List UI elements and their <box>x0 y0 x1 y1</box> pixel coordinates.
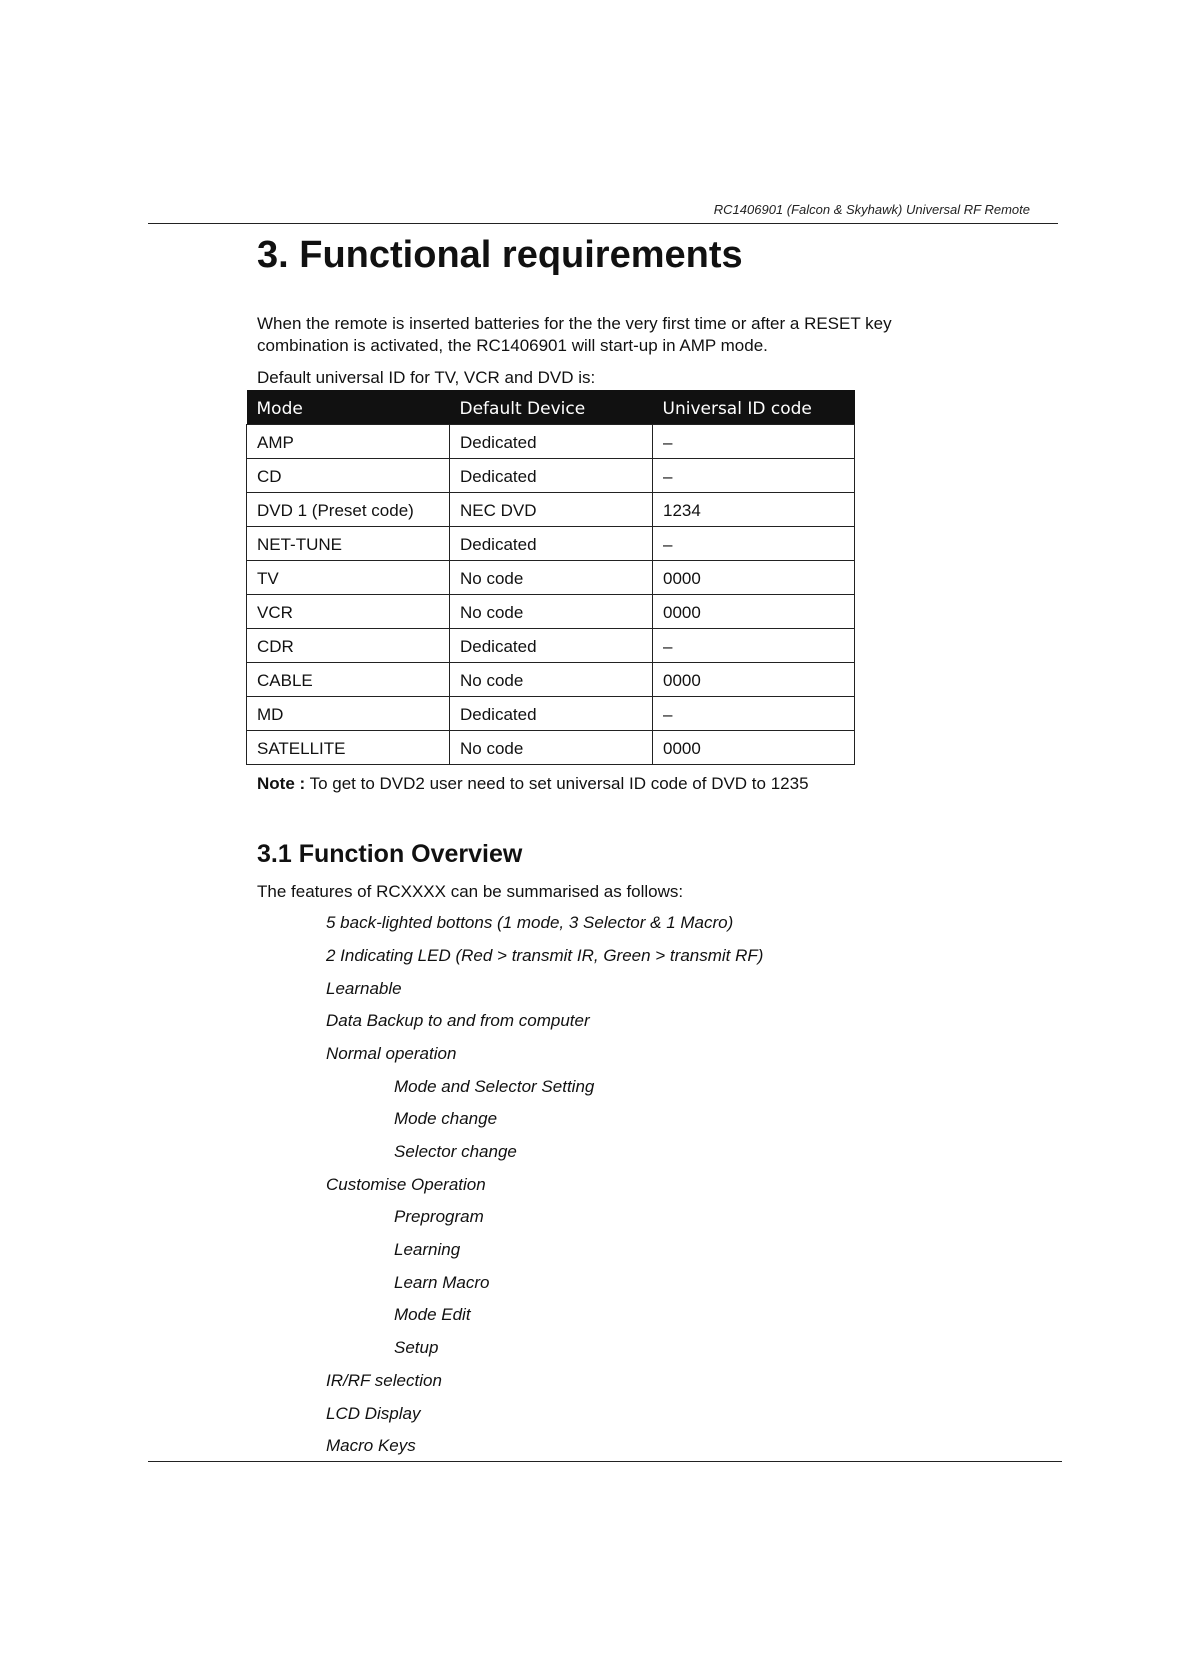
list-item: Mode Edit <box>394 1305 471 1324</box>
list-item: Mode change <box>394 1109 498 1128</box>
cell-device: Dedicated <box>450 526 653 560</box>
list-item: Mode and Selector Setting <box>394 1077 595 1096</box>
cell-mode: VCR <box>247 594 450 628</box>
cell-id-code: 0000 <box>653 594 855 628</box>
cell-id-code: – <box>653 424 855 458</box>
cell-id-code: – <box>653 458 855 492</box>
cell-mode: DVD 1 (Preset code) <box>247 492 450 526</box>
header-rule <box>148 223 1058 224</box>
list-item: Customise Operation <box>326 1175 486 1194</box>
cell-id-code: 1234 <box>653 492 855 526</box>
list-item: Preprogram <box>394 1207 484 1226</box>
cell-device: No code <box>450 730 653 764</box>
cell-device: No code <box>450 662 653 696</box>
list-item: Learning <box>394 1240 461 1259</box>
table-note <box>257 773 809 795</box>
intro-paragraph: When the remote is inserted batteries for the the very first time or after a RESET key combination is activated, the RC1406901 will start-up in AMP mode. <box>257 314 892 355</box>
table-row <box>247 730 855 764</box>
table-row <box>247 628 855 662</box>
list-item: IR/RF selection <box>326 1371 442 1390</box>
list-item: Learn Macro <box>394 1273 490 1292</box>
cell-id-code: – <box>653 628 855 662</box>
cell-device: NEC DVD <box>450 492 653 526</box>
footer-rule <box>148 1461 1062 1462</box>
table-row <box>247 662 855 696</box>
list-item: Macro Keys <box>326 1436 416 1455</box>
column-header-universal-id: Universal ID code <box>653 390 855 424</box>
cell-device: Dedicated <box>450 628 653 662</box>
universal-id-table <box>246 390 855 765</box>
list-item: Data Backup to and from computer <box>326 1011 590 1030</box>
cell-id-code: – <box>653 696 855 730</box>
cell-device: Dedicated <box>450 424 653 458</box>
column-header-mode: Mode <box>247 390 450 424</box>
list-item: LCD Display <box>326 1404 421 1423</box>
table-row <box>247 560 855 594</box>
cell-device: Dedicated <box>450 696 653 730</box>
list-item: Learnable <box>326 979 402 998</box>
table-row <box>247 424 855 458</box>
cell-mode: NET-TUNE <box>247 526 450 560</box>
table-row <box>247 594 855 628</box>
table-row <box>247 696 855 730</box>
cell-mode: SATELLITE <box>247 730 450 764</box>
column-header-default-device: Default Device <box>450 390 653 424</box>
cell-mode: CD <box>247 458 450 492</box>
table-caption: Default universal ID for TV, VCR and DVD is: <box>257 368 596 387</box>
cell-id-code: 0000 <box>653 560 855 594</box>
cell-mode: AMP <box>247 424 450 458</box>
features-intro: The features of RCXXXX can be summarised as follows: <box>257 882 684 901</box>
cell-device: No code <box>450 594 653 628</box>
list-item: Normal operation <box>326 1044 457 1063</box>
cell-id-code: 0000 <box>653 730 855 764</box>
cell-device: No code <box>450 560 653 594</box>
list-item: Selector change <box>394 1142 517 1161</box>
running-header: RC1406901 (Falcon & Skyhawk) Universal RF Remote <box>713 202 1030 217</box>
list-item: Setup <box>394 1338 439 1357</box>
note-text: To get to DVD2 user need to set universal ID code of DVD to 1235 <box>305 774 809 793</box>
cell-device: Dedicated <box>450 458 653 492</box>
table-row <box>247 526 855 560</box>
chapter-title: 3. Functional requirements <box>257 234 743 276</box>
list-item: 5 back-lighted bottons (1 mode, 3 Selector & 1 Macro) <box>326 913 734 932</box>
table-header-row <box>247 390 855 424</box>
note-label: Note : <box>257 774 306 793</box>
cell-mode: CDR <box>247 628 450 662</box>
table-row <box>247 458 855 492</box>
table-row <box>247 492 855 526</box>
cell-id-code: – <box>653 526 855 560</box>
section-title: 3.1 Function Overview <box>257 840 523 868</box>
list-item: 2 Indicating LED (Red > transmit IR, Green > transmit RF) <box>326 946 764 965</box>
cell-mode: CABLE <box>247 662 450 696</box>
cell-mode: TV <box>247 560 450 594</box>
cell-id-code: 0000 <box>653 662 855 696</box>
cell-mode: MD <box>247 696 450 730</box>
